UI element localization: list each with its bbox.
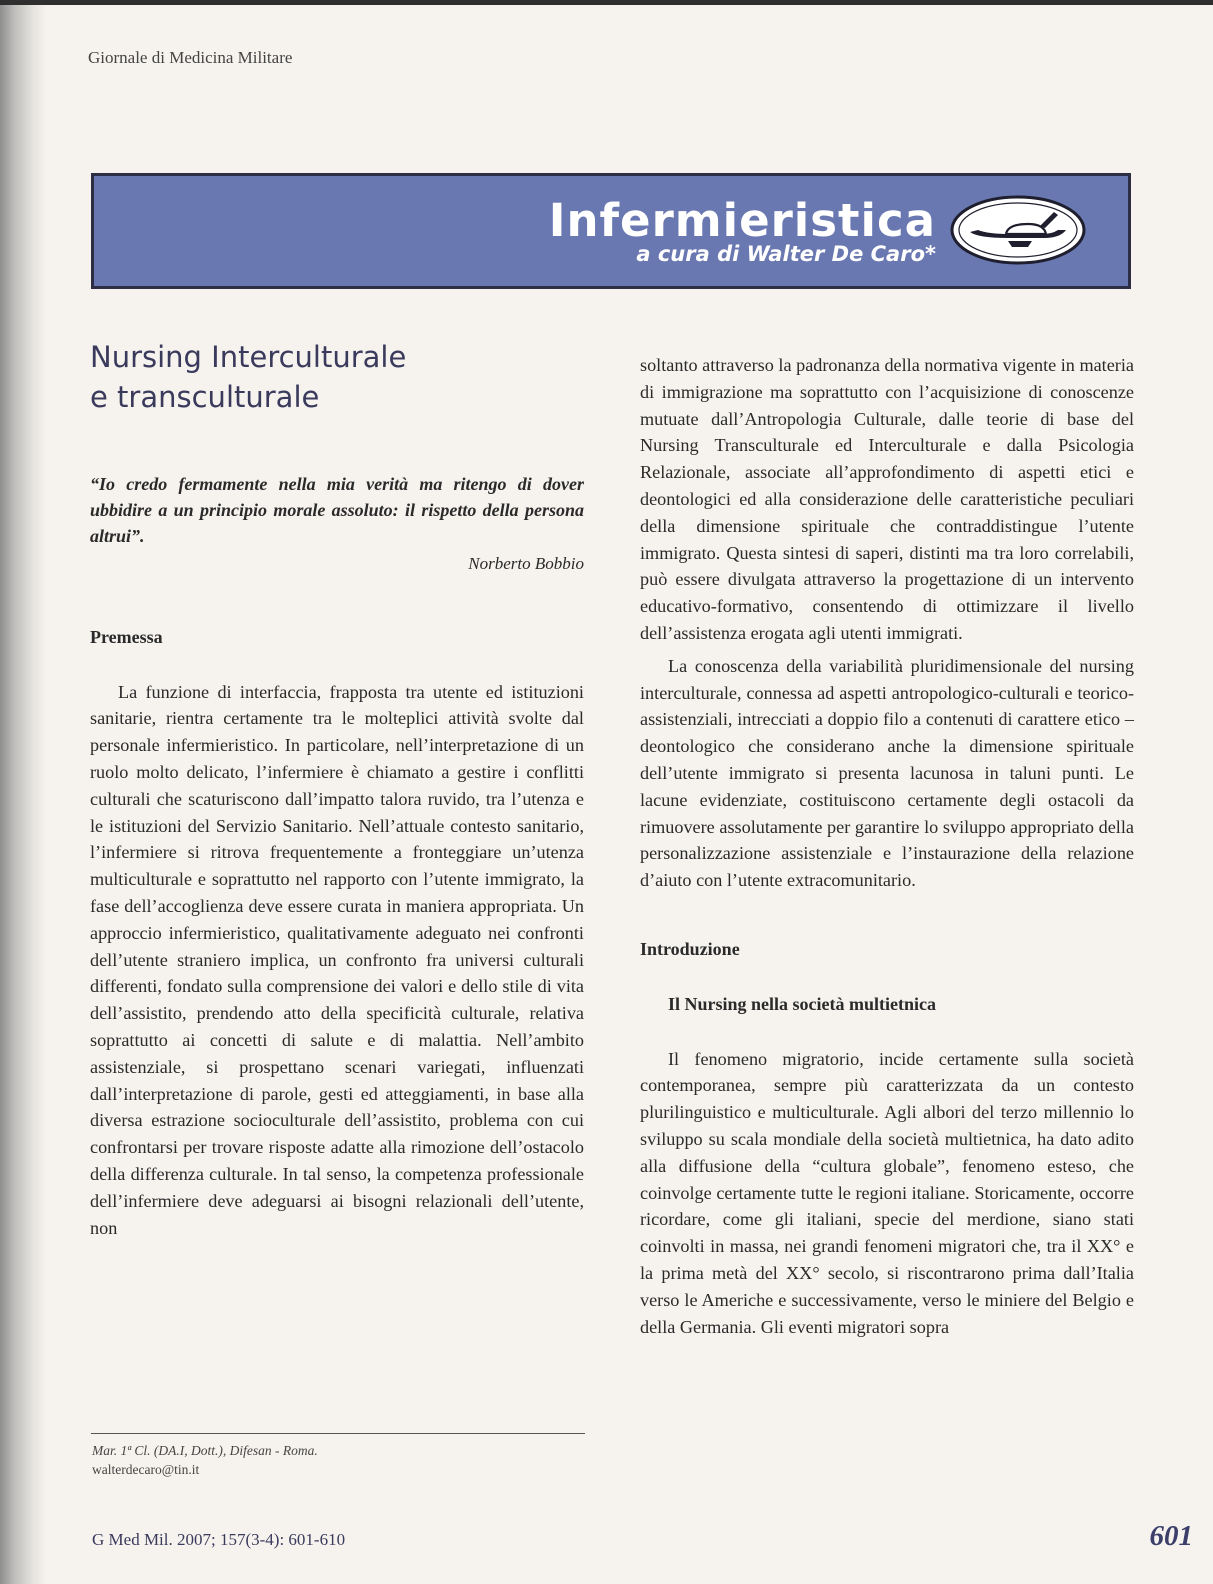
section-heading-introduzione: Introduzione xyxy=(640,938,740,959)
author-affiliation: Mar. 1ª Cl. (DA.I, Dott.), Difesan - Roma. xyxy=(92,1443,318,1458)
article-title-line2: e transculturale xyxy=(90,380,320,414)
epigraph-author: Norberto Bobbio xyxy=(468,554,584,573)
oil-lamp-icon xyxy=(948,194,1088,266)
subsection-heading: Il Nursing nella società multietnica xyxy=(668,993,936,1014)
section-heading-premessa: Premessa xyxy=(90,626,163,647)
journal-citation: G Med Mil. 2007; 157(3-4): 601-610 xyxy=(92,1530,346,1549)
banner-title: Infermieristica xyxy=(548,194,936,247)
article-title xyxy=(90,337,584,417)
body-paragraph-continued: soltanto attraverso la padronanza della normativa vigente in materia di immigrazione ma soprattutto con l’acquisizione di conoscenze mutuate dall’Antropologia Culturale, dalle teorie di base del Nursing Transculturale ed Interculturale e dalla Psicologia Relazionale, associate all’approfondimento di aspetti etici e deontologici ed alla considerazione delle caratteristiche peculiari della dimensione spirituale che contraddistingue l’utente immigrato. Questa sintesi di saperi, distinti ma tra loro correlabili, può essere divulgata attraverso la progettazione di un intervento educativo-formativo, consentendo di ottimizzare il livello dell’assistenza erogata agli utenti immigrati. xyxy=(640,355,1134,643)
article-title-line1: Nursing Interculturale xyxy=(90,340,407,374)
body-paragraph: La conoscenza della variabilità pluridimensionale del nursing interculturale, connessa ad aspetti antropologico-culturali e teorico-assistenziali, intrecciati a doppio filo a contenuti di carattere etico – deontologico che considerano anche la dimensione spirituale dell’utente immigrato si presenta lacunosa in taluni punti. Le lacune evidenziate, costituiscono certamente degli ostacoli da rimuovere assolutamente per garantire lo sviluppo appropriato della personalizzazione assistenziale e l’instaurazione della relazione d’aiuto con l’utente extracomunitario. xyxy=(640,655,1134,891)
journal-name: Giornale di Medicina Militare xyxy=(88,48,293,67)
left-column xyxy=(90,337,584,1241)
book-spine-shadow xyxy=(0,0,46,1584)
section-banner xyxy=(91,173,1131,289)
banner-subtitle: a cura di Walter De Caro* xyxy=(636,242,936,266)
page-number: 601 xyxy=(1149,1520,1193,1552)
page-top-edge xyxy=(0,0,1213,5)
body-paragraph: La funzione di interfaccia, frapposta tra utente ed istituzioni sanitarie, rientra certamente tra le molteplici attività svolte dal personale infermieristico. In particolare, nell’interpretazione di un ruolo molto delicato, l’infermiere è chiamato a gestire i conflitti culturali che scaturiscono dall’impatto talora ruvido, tra l’utenza e le istituzioni del Servizio Sanitario. Nell’attuale contesto sanitario, l’infermiere si ritrova frequentemente a fronteggiare un’utenza multiculturale e soprattutto nel rapporto con l’utente immigrato, la fase dell’accoglienza deve essere curata in maniera appropriata. Un approccio infermieristico, qualitativamente adeguato nei confronti dell’utente straniero implica, un confronto fra universi culturali differenti, fondato sulla comprensione dei valori e dello stile di vita dell’assistito, prendendo atto della specificità culturale, relativa soprattutto ai concetti di salute e di malattia. Nell’ambito assistenziale, si prospettano scenari variegati, influenzati dall’interpretazione di parole, gesti ed atteggiamenti, in base alla diversa estrazione socioculturale dell’assistito, problema con cui confrontarsi per trovare risposte adatte alla rimozione dell’ostacolo della differenza culturale. In tal senso, la competenza professionale dell’infermiere deve adeguarsi ai bisogni relazionali dell’utente, non xyxy=(90,681,584,1238)
footnote-divider xyxy=(91,1433,585,1434)
author-footnote xyxy=(92,1441,318,1479)
body-paragraph: Il fenomeno migratorio, incide certamente sulla società contemporanea, sempre più caratterizzata da un contesto plurilinguistico e multiculturale. Agli albori del terzo millennio lo sviluppo su scala mondiale della società multietnica, ha dato adito alla diffusione della “cultura globale”, fenomeno esteso, che coinvolge certamente tutte le regioni italiane. Storicamente, occorre ricordare, come gli italiani, specie del merdione, siano stati coinvolti in massa, nei grandi fenomeni migratori che, tra il XX° e la prima metà del XX° secolo, si riscontrarono prima dall’Italia verso le Americhe e successivamente, verso le miniere del Belgio e della Germania. Gli eventi migratori sopra xyxy=(640,1048,1134,1337)
author-email: walterdecaro@tin.it xyxy=(92,1462,200,1477)
right-column xyxy=(640,352,1134,1340)
epigraph-quote: “Io credo fermamente nella mia verità ma ritengo di dover ubbidire a un principio morale assoluto: il rispetto della persona altrui”. xyxy=(90,474,584,546)
